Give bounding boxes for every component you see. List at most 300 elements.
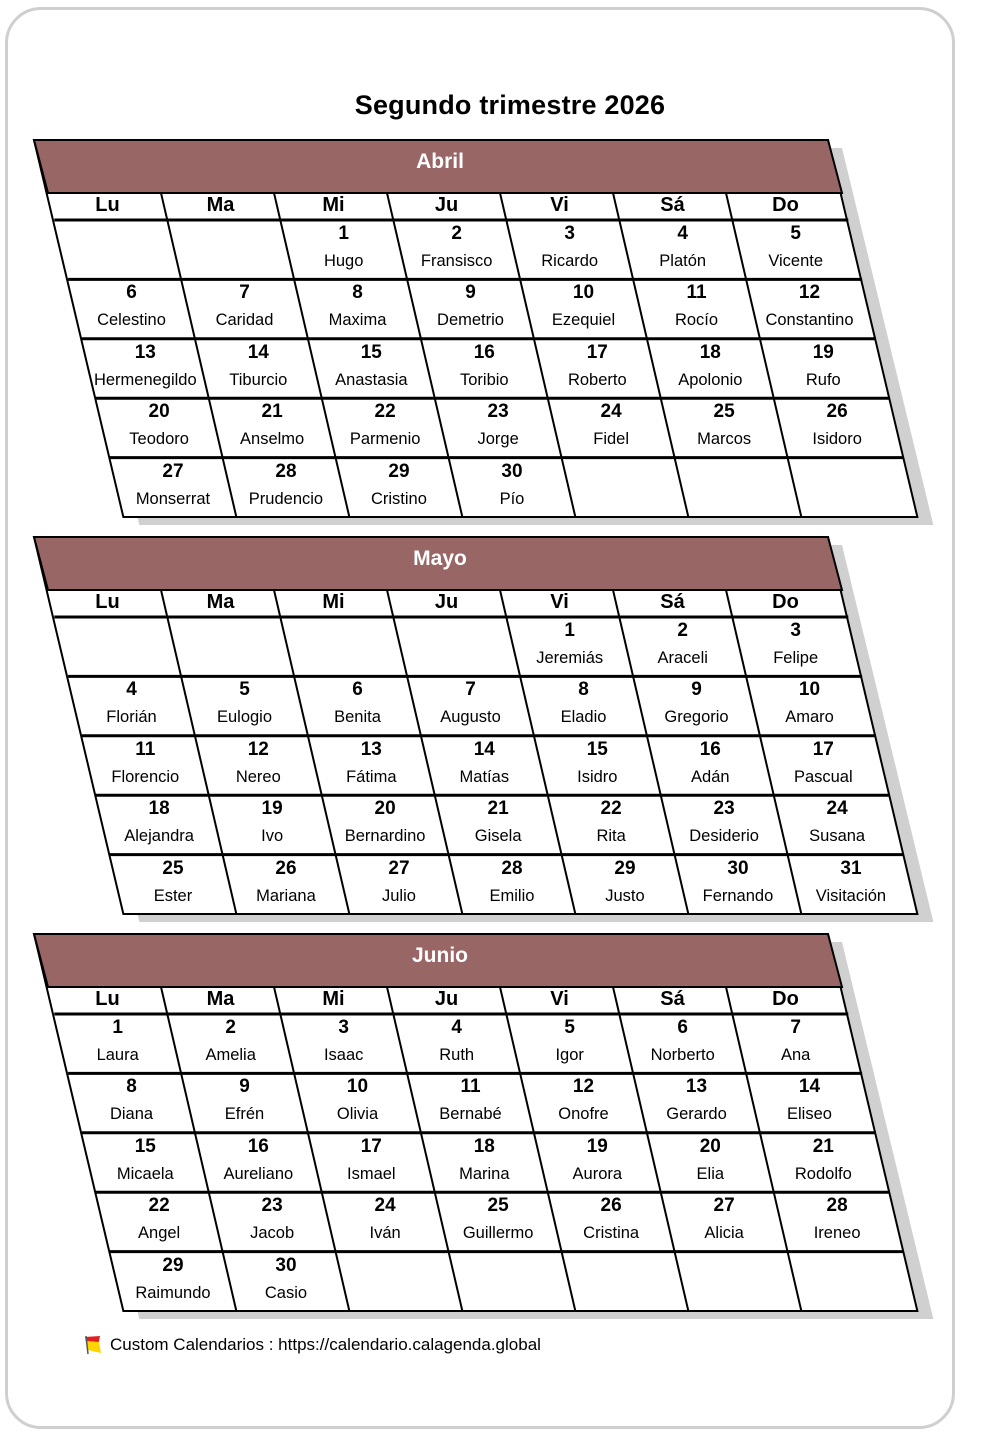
saint-name: Anastasia (335, 370, 408, 389)
day-number: 20 (699, 1135, 721, 1157)
saint-name: Maxima (328, 311, 387, 330)
month-abril (0, 140, 984, 524)
day-number: 24 (826, 798, 848, 820)
saint-name: Nereo (235, 767, 281, 786)
day-cell (668, 795, 781, 854)
day-number: 29 (388, 460, 410, 482)
saint-name: Parmenio (349, 430, 421, 449)
saint-name: Anselmo (240, 430, 305, 449)
day-number: 4 (677, 223, 688, 244)
saint-name: Ivo (261, 827, 284, 846)
day-number: 16 (699, 738, 721, 760)
day-cell (781, 795, 894, 854)
saint-name: Bernardino (344, 827, 426, 846)
saint-name: Jorge (477, 430, 519, 449)
saint-name: Guillermo (462, 1224, 534, 1243)
saint-name: Ezequiel (551, 311, 616, 330)
day-number: 30 (501, 460, 523, 482)
day-cell (527, 279, 640, 338)
day-cell (103, 1192, 216, 1251)
day-cell (229, 855, 342, 914)
day-cell (329, 398, 442, 457)
day-number: 5 (790, 223, 801, 244)
weekday-header: Sá (660, 988, 685, 1010)
day-number: 7 (239, 282, 250, 304)
day-number: 15 (586, 738, 608, 760)
day-cell (527, 1073, 640, 1132)
saint-name: Eulogio (216, 708, 273, 727)
saint-name: Ester (153, 886, 193, 905)
day-cell (654, 1133, 767, 1192)
day-number: 17 (812, 738, 834, 760)
saint-name: Ana (781, 1046, 811, 1064)
day-cell (428, 736, 541, 795)
day-number: 14 (247, 341, 269, 363)
day-number: 27 (388, 857, 410, 879)
day-number: 6 (352, 679, 363, 701)
day-number: 6 (126, 282, 137, 304)
day-number: 15 (360, 341, 382, 363)
saint-name: Hermenegildo (93, 370, 197, 389)
day-number: 22 (148, 1195, 170, 1217)
day-cell (442, 1192, 555, 1251)
saint-name: Felipe (773, 649, 819, 667)
saint-name: Benita (334, 708, 381, 727)
weekday-header: Mi (322, 591, 345, 613)
footer-text: Custom Calendarios : https://calendario.calagenda.global (110, 1335, 541, 1354)
saint-name: Ricardo (541, 252, 599, 270)
day-number: 3 (790, 620, 801, 641)
day-number: 16 (473, 341, 495, 363)
saint-name: Hugo (323, 252, 364, 270)
weekday-header: Do (772, 591, 799, 613)
month-title: Abril (416, 150, 464, 173)
day-cell (103, 795, 216, 854)
day-cell (513, 220, 626, 279)
day-number: 13 (685, 1076, 708, 1098)
day-cell (202, 1133, 315, 1192)
saint-name: Adán (691, 767, 730, 786)
day-cell (654, 736, 767, 795)
day-number: 29 (614, 857, 636, 879)
day-number: 10 (798, 679, 821, 701)
saint-name: Fransisco (420, 252, 493, 270)
day-number: 14 (473, 738, 495, 760)
day-number: 10 (346, 1076, 369, 1098)
weekday-header: Mi (322, 194, 345, 216)
day-number: 16 (247, 1135, 269, 1157)
day-number: 30 (275, 1254, 297, 1276)
saint-name: Justo (605, 886, 645, 905)
day-cell (174, 1014, 287, 1073)
day-cell (89, 736, 202, 795)
day-number: 28 (501, 857, 523, 879)
day-number: 19 (261, 798, 283, 820)
day-cell (414, 279, 527, 338)
day-number: 7 (465, 679, 476, 701)
day-cell (75, 676, 188, 735)
day-cell (414, 676, 527, 735)
saint-name: Pío (499, 489, 525, 508)
saint-name: Caridad (215, 311, 274, 330)
day-cell (442, 398, 555, 457)
day-cell (794, 855, 907, 914)
saint-name: Fátima (346, 767, 397, 786)
saint-name: Ruth (439, 1046, 475, 1064)
day-cell (428, 1133, 541, 1192)
day-number: 2 (677, 620, 688, 641)
day-cell (626, 617, 739, 676)
day-number: 24 (600, 401, 622, 423)
day-cell (739, 617, 852, 676)
day-number: 22 (374, 401, 396, 423)
saint-name: Roberto (567, 370, 627, 389)
day-number: 17 (586, 341, 608, 363)
day-number: 11 (460, 1076, 481, 1098)
saint-name: Efrén (224, 1105, 265, 1124)
day-cell (681, 855, 794, 914)
day-cell (89, 339, 202, 398)
day-number: 1 (564, 620, 575, 641)
saint-name: Florián (106, 708, 157, 727)
saint-name: Isidro (577, 767, 618, 786)
weekday-header: Ma (206, 988, 235, 1010)
day-number: 5 (239, 679, 250, 701)
day-cell (329, 1192, 442, 1251)
day-cell (216, 795, 329, 854)
weekday-header: Ma (206, 194, 235, 216)
day-number: 26 (826, 401, 848, 423)
day-number: 28 (275, 460, 297, 482)
weekday-header: Mi (322, 988, 345, 1010)
day-number: 31 (840, 857, 862, 879)
day-cell (116, 458, 229, 517)
footer[interactable] (84, 1333, 541, 1357)
day-cell (781, 1192, 894, 1251)
day-number: 13 (360, 738, 382, 760)
day-number: 26 (600, 1195, 622, 1217)
day-cell (116, 1252, 229, 1311)
day-cell (103, 398, 216, 457)
day-number: 8 (126, 1076, 137, 1098)
saint-name: Gisela (474, 827, 522, 846)
saint-name: Onofre (558, 1105, 609, 1124)
day-number: 15 (134, 1135, 156, 1157)
day-number: 7 (790, 1017, 801, 1038)
day-number: 25 (487, 1195, 509, 1217)
day-cell (400, 220, 513, 279)
day-cell (414, 1073, 527, 1132)
day-cell (753, 1073, 866, 1132)
saint-name: Platón (659, 252, 707, 270)
day-number: 4 (126, 679, 137, 701)
day-cell (442, 795, 555, 854)
saint-name: Rufo (805, 370, 841, 389)
saint-name: Vicente (768, 252, 824, 270)
day-number: 10 (572, 282, 595, 304)
saint-name: Iván (369, 1224, 401, 1243)
day-cell (287, 1014, 400, 1073)
day-cell (640, 279, 753, 338)
day-cell (640, 676, 753, 735)
day-number: 8 (352, 282, 363, 304)
saint-name: Matías (459, 767, 510, 786)
saint-name: Desiderio (689, 827, 759, 846)
saint-name: Cristina (583, 1224, 640, 1243)
saint-name: Florencio (111, 767, 180, 786)
saint-name: Diana (109, 1105, 154, 1124)
day-number: 27 (713, 1195, 735, 1217)
weekday-header: Ju (434, 591, 459, 613)
saint-name: Norberto (650, 1046, 715, 1064)
day-cell (202, 339, 315, 398)
day-number: 19 (586, 1135, 608, 1157)
weekday-header: Do (772, 988, 799, 1010)
day-number: 27 (162, 460, 184, 482)
page-title: Segundo trimestre 2026 (354, 90, 666, 120)
weekday-header: Vi (550, 988, 569, 1010)
day-number: 20 (374, 798, 396, 820)
day-cell (626, 1014, 739, 1073)
saint-name: Demetrio (437, 311, 504, 330)
saint-name: Aureliano (223, 1164, 294, 1183)
day-cell (555, 795, 668, 854)
day-number: 5 (564, 1017, 575, 1038)
day-cell (315, 339, 428, 398)
day-cell (767, 1133, 880, 1192)
day-number: 23 (261, 1195, 283, 1217)
day-number: 9 (691, 679, 702, 701)
saint-name: Bernabé (439, 1105, 502, 1124)
day-number: 2 (225, 1017, 236, 1038)
day-number: 9 (239, 1076, 250, 1098)
day-number: 12 (247, 738, 269, 760)
saint-name: Constantino (765, 311, 854, 330)
day-cell (229, 458, 342, 517)
day-cell (668, 1192, 781, 1251)
day-cell (301, 676, 414, 735)
day-number: 2 (451, 223, 462, 244)
day-cell (767, 339, 880, 398)
day-cell (216, 1192, 329, 1251)
day-number: 29 (162, 1254, 184, 1276)
saint-name: Amelia (205, 1046, 256, 1064)
day-number: 23 (487, 401, 509, 423)
saint-name: Marina (459, 1164, 510, 1183)
saint-name: Augusto (440, 708, 501, 727)
day-number: 11 (135, 738, 156, 760)
day-number: 28 (826, 1195, 848, 1217)
day-cell (541, 339, 654, 398)
day-cell (568, 855, 681, 914)
day-cell (75, 279, 188, 338)
saint-name: Jacob (250, 1224, 295, 1243)
day-number: 21 (261, 401, 283, 423)
saint-name: Susana (809, 827, 866, 846)
saint-name: Casio (264, 1283, 308, 1302)
saint-name: Aurora (572, 1164, 623, 1183)
day-cell (61, 1014, 174, 1073)
saint-name: Apolonio (678, 370, 743, 389)
day-number: 25 (713, 401, 735, 423)
day-cell (555, 1192, 668, 1251)
day-cell (287, 220, 400, 279)
saint-name: Ireneo (813, 1224, 861, 1243)
saint-name: Eladio (560, 708, 607, 727)
day-number: 18 (699, 341, 721, 363)
weekday-header: Vi (550, 591, 569, 613)
day-cell (301, 1073, 414, 1132)
day-number: 12 (798, 282, 821, 304)
saint-name: Toribio (460, 370, 509, 389)
day-number: 17 (360, 1135, 382, 1157)
month-mayo (0, 537, 984, 921)
day-number: 4 (451, 1017, 462, 1038)
day-number: 20 (148, 401, 170, 423)
day-number: 9 (465, 282, 476, 304)
day-number: 6 (677, 1017, 688, 1038)
day-cell (229, 1252, 342, 1311)
day-cell (541, 1133, 654, 1192)
saint-name: Amaro (785, 708, 834, 727)
saint-name: Celestino (97, 311, 166, 330)
saint-name: Alicia (704, 1224, 744, 1243)
day-number: 24 (374, 1195, 396, 1217)
day-cell (188, 1073, 301, 1132)
day-cell (329, 795, 442, 854)
day-number: 19 (812, 341, 834, 363)
month-title: Junio (412, 944, 468, 967)
day-cell (739, 220, 852, 279)
day-cell (202, 736, 315, 795)
day-cell (315, 1133, 428, 1192)
saint-name: Isaac (323, 1046, 364, 1064)
saint-name: Rita (596, 827, 626, 846)
day-number: 30 (727, 857, 749, 879)
saint-name: Olivia (336, 1105, 379, 1124)
saint-name: Raimundo (135, 1283, 211, 1302)
calendar-flag-icon (84, 1335, 104, 1355)
saint-name: Araceli (657, 649, 708, 667)
day-cell (640, 1073, 753, 1132)
day-number: 26 (275, 857, 297, 879)
day-number: 13 (134, 341, 156, 363)
day-number: 3 (564, 223, 575, 244)
saint-name: Rocío (674, 311, 719, 330)
saint-name: Visitación (815, 886, 887, 905)
saint-name: Pascual (793, 767, 853, 786)
weekday-header: Lu (95, 988, 120, 1010)
day-number: 11 (686, 282, 707, 304)
day-number: 21 (487, 798, 509, 820)
day-number: 3 (338, 1017, 349, 1038)
day-number: 18 (473, 1135, 495, 1157)
saint-name: Micaela (116, 1164, 174, 1183)
saint-name: Fernando (702, 886, 774, 905)
saint-name: Emilio (489, 886, 535, 905)
day-cell (301, 279, 414, 338)
saint-name: Monserrat (135, 489, 211, 508)
saint-name: Ismael (347, 1164, 396, 1183)
saint-name: Eliseo (787, 1105, 832, 1124)
weekday-header: Ma (206, 591, 235, 613)
day-cell (400, 1014, 513, 1073)
day-number: 8 (578, 679, 589, 701)
day-number: 1 (112, 1017, 123, 1038)
day-cell (654, 339, 767, 398)
day-cell (513, 617, 626, 676)
day-cell (455, 458, 568, 517)
day-cell (455, 855, 568, 914)
saint-name: Igor (555, 1046, 584, 1064)
day-cell (781, 398, 894, 457)
month-junio (0, 934, 984, 1318)
weekday-header: Sá (660, 591, 685, 613)
day-cell (739, 1014, 852, 1073)
saint-name: Laura (96, 1046, 139, 1064)
weekday-header: Ju (434, 194, 459, 216)
day-cell (527, 676, 640, 735)
saint-name: Isidoro (812, 430, 862, 449)
day-number: 12 (572, 1076, 595, 1098)
saint-name: Rodolfo (794, 1164, 852, 1183)
weekday-header: Lu (95, 591, 120, 613)
saint-name: Marcos (697, 430, 752, 449)
day-cell (342, 855, 455, 914)
day-cell (513, 1014, 626, 1073)
day-cell (315, 736, 428, 795)
saint-name: Alejandra (124, 827, 194, 846)
saint-name: Gregorio (664, 708, 729, 727)
day-cell (188, 279, 301, 338)
day-cell (428, 339, 541, 398)
saint-name: Cristino (370, 489, 427, 508)
saint-name: Fidel (593, 430, 629, 449)
weekday-header: Vi (550, 194, 569, 216)
weekday-header: Lu (95, 194, 120, 216)
saint-name: Mariana (256, 886, 316, 905)
day-cell (342, 458, 455, 517)
day-cell (753, 676, 866, 735)
saint-name: Teodoro (129, 430, 189, 449)
day-cell (541, 736, 654, 795)
day-number: 1 (338, 223, 349, 244)
day-number: 14 (798, 1076, 821, 1098)
saint-name: Angel (138, 1224, 181, 1243)
day-number: 25 (162, 857, 184, 879)
day-cell (216, 398, 329, 457)
day-cell (89, 1133, 202, 1192)
day-cell (767, 736, 880, 795)
day-cell (668, 398, 781, 457)
day-cell (116, 855, 229, 914)
day-number: 23 (713, 798, 735, 820)
day-cell (555, 398, 668, 457)
day-number: 18 (148, 798, 170, 820)
day-cell (626, 220, 739, 279)
saint-name: Jeremiás (536, 649, 604, 667)
day-cell (753, 279, 866, 338)
day-number: 21 (812, 1135, 834, 1157)
month-title: Mayo (413, 547, 467, 570)
saint-name: Prudencio (248, 489, 324, 508)
day-number: 22 (600, 798, 622, 820)
saint-name: Tiburcio (229, 370, 288, 389)
day-cell (188, 676, 301, 735)
weekday-header: Sá (660, 194, 685, 216)
weekday-header: Ju (434, 988, 459, 1010)
weekday-header: Do (772, 194, 799, 216)
